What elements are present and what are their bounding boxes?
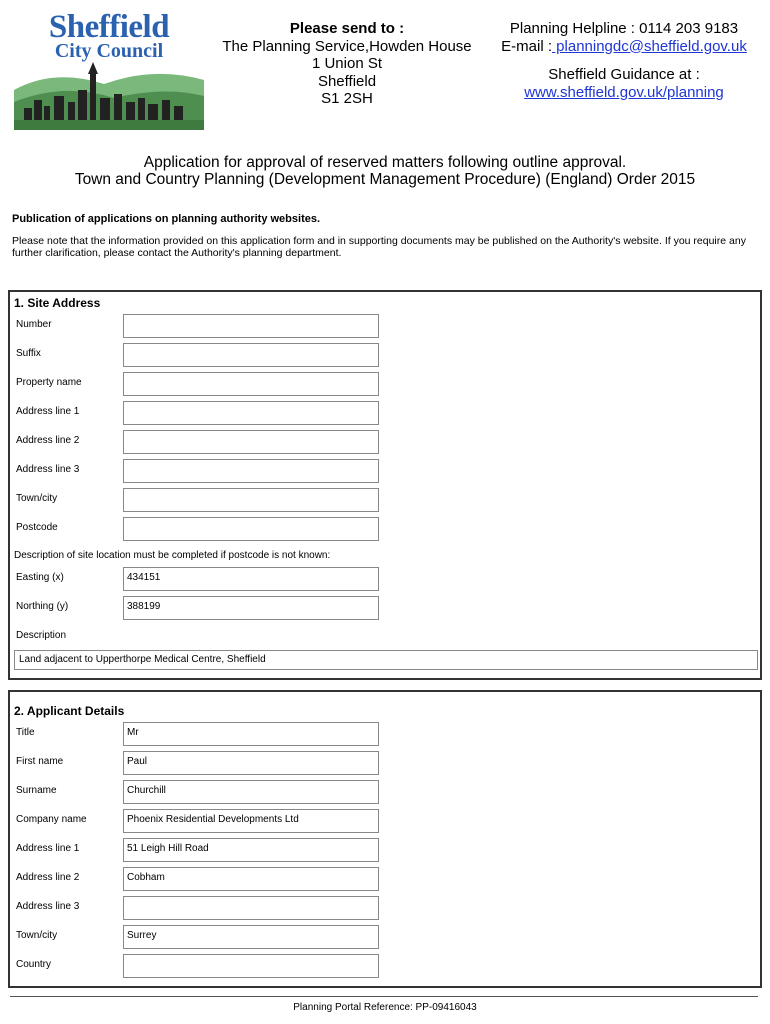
title-label: Title <box>16 727 35 738</box>
number-field[interactable] <box>123 314 379 338</box>
applicant-address-line-1-field[interactable]: 51 Leigh Hill Road <box>123 838 379 862</box>
council-logo <box>14 10 204 128</box>
address-line-2-field[interactable] <box>123 430 379 454</box>
company-name-field[interactable]: Phoenix Residential Developments Ltd <box>123 809 379 833</box>
northing-label: Northing (y) <box>16 601 69 612</box>
publication-heading: Publication of applications on planning authority websites. <box>12 213 321 225</box>
surname-label: Surname <box>16 785 57 796</box>
send-to-heading: Please send to : <box>289 20 405 37</box>
town-city-label: Town/city <box>16 493 58 504</box>
property-name-label: Property name <box>16 377 82 388</box>
email-label: E-mail : <box>501 37 553 55</box>
easting-field[interactable]: 434151 <box>123 567 379 591</box>
property-name-field[interactable] <box>123 372 379 396</box>
applicant-address-line-1-label: Address line 1 <box>16 843 80 854</box>
address-line-1-field[interactable] <box>123 401 379 425</box>
applicant-address-line-2-field[interactable]: Cobham <box>123 867 379 891</box>
form-title <box>0 154 770 188</box>
applicant-address-line-3-label: Address line 3 <box>16 901 80 912</box>
location-note: Description of site location must be completed if postcode is not known: <box>14 550 331 561</box>
logo-subtitle: City Council <box>54 40 164 62</box>
planning-portal-reference: Planning Portal Reference: PP-09416043 <box>293 1002 477 1013</box>
applicant-address-line-2-label: Address line 2 <box>16 872 80 883</box>
site-address-section <box>8 290 762 680</box>
applicant-town-city-label: Town/city <box>16 930 58 941</box>
send-to-line: 1 Union St <box>311 55 383 72</box>
easting-label: Easting (x) <box>16 572 64 583</box>
section-title: 1. Site Address <box>14 296 101 310</box>
form-title-line1: Application for approval of reserved matters following outline approval. <box>143 154 627 171</box>
suffix-label: Suffix <box>16 348 41 359</box>
guidance-link[interactable]: www.sheffield.gov.uk/planning <box>524 83 724 101</box>
guidance-label: Sheffield Guidance at : <box>548 66 700 83</box>
email-line <box>488 38 760 56</box>
first-name-label: First name <box>16 756 64 767</box>
description-field[interactable]: Land adjacent to Upperthorpe Medical Centre, Sheffield <box>14 650 758 670</box>
logo-name: Sheffield <box>48 9 170 45</box>
send-to-line: The Planning Service,Howden House <box>222 37 472 55</box>
postcode-field[interactable] <box>123 517 379 541</box>
address-line-2-label: Address line 2 <box>16 435 80 446</box>
contact-block <box>488 20 760 101</box>
suffix-field[interactable] <box>123 343 379 367</box>
address-line-1-label: Address line 1 <box>16 406 80 417</box>
address-line-3-field[interactable] <box>123 459 379 483</box>
footer-divider <box>10 996 758 997</box>
number-label: Number <box>16 319 52 330</box>
city-skyline-icon <box>14 60 204 130</box>
company-name-label: Company name <box>16 814 87 825</box>
email-link[interactable]: planningdc@sheffield.gov.uk <box>552 37 747 55</box>
send-to-line: S1 2SH <box>321 90 373 107</box>
first-name-field[interactable]: Paul <box>123 751 379 775</box>
send-to-block <box>214 20 480 108</box>
northing-field[interactable]: 388199 <box>123 596 379 620</box>
surname-field[interactable]: Churchill <box>123 780 379 804</box>
planning-helpline: Planning Helpline : 0114 203 9183 <box>509 20 739 37</box>
postcode-label: Postcode <box>16 522 58 533</box>
publication-note: Please note that the information provided on this application form and in supporting documents may be published on the Authority's website. If you require any further clarification, please contact the Authority's planning department. <box>12 235 746 259</box>
country-field[interactable] <box>123 954 379 978</box>
address-line-3-label: Address line 3 <box>16 464 80 475</box>
send-to-line: Sheffield <box>317 72 377 90</box>
title-field[interactable]: Mr <box>123 722 379 746</box>
section-title: 2. Applicant Details <box>14 704 125 718</box>
town-city-field[interactable] <box>123 488 379 512</box>
applicant-town-city-field[interactable]: Surrey <box>123 925 379 949</box>
description-label: Description <box>16 630 67 641</box>
country-label: Country <box>16 959 52 970</box>
applicant-details-section <box>8 690 762 988</box>
applicant-address-line-3-field[interactable] <box>123 896 379 920</box>
form-title-line2: Town and Country Planning (Development Management Procedure) (England) Order 2015 <box>74 171 696 188</box>
